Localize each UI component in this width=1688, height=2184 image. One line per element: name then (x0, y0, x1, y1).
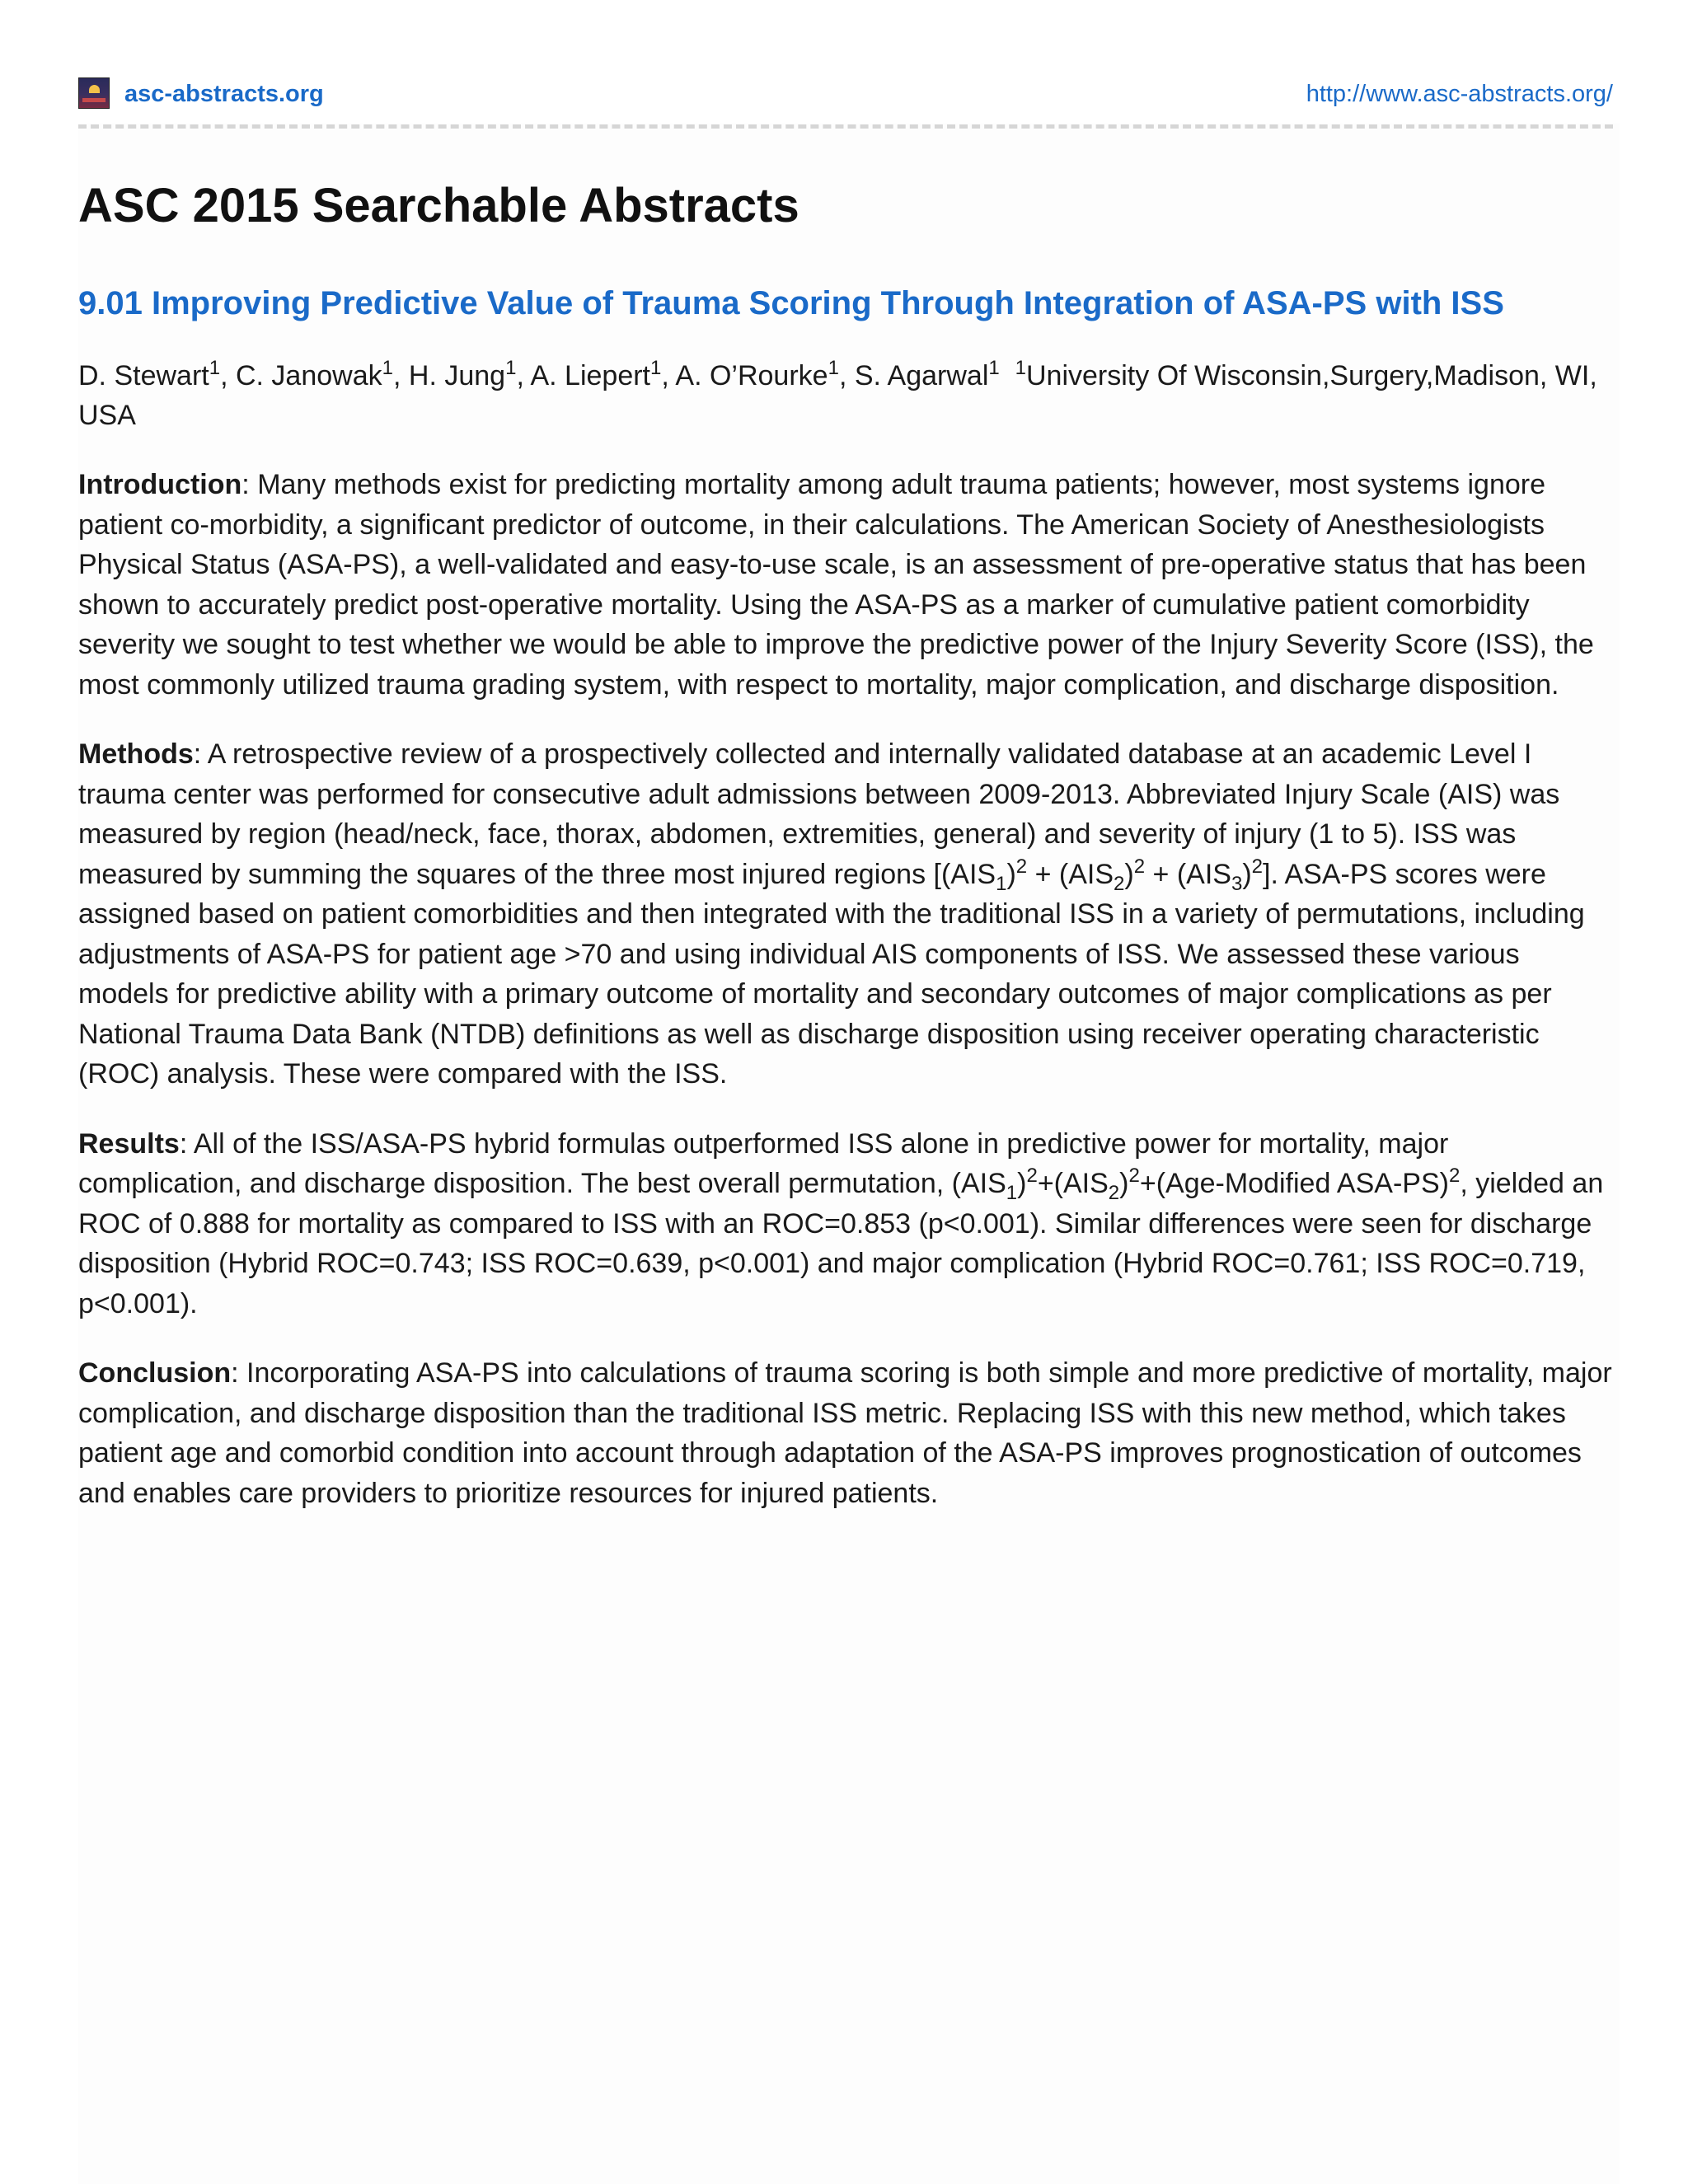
introduction-label: Introduction (78, 469, 242, 500)
affiliation: University Of Wisconsin,Surgery,Madison, WI, USA (78, 360, 1597, 431)
methods-section: Methods: A retrospective review of a prospectively collected and internally validated database at an academic Level I trauma center was performed for consecutive adult admissions between 2009-2013. Abbreviated Injury Scale (AIS) was measured by region (head/neck, face, thorax, abdomen, extremities, general) and severity of injury (1 to 5). ISS was measured by summing the squares of the three most injured regions $[(AIS_1)^2 + (AIS_2)^2 + (AIS_3)^2]$. ASA-PS scores were assigned based on patient comorbidities and then integrated with the traditional ISS in a variety of permutations, including adjustments of ASA-PS for patient age >70 and using individual AIS components of ISS. We assessed these various models for predictive ability with a primary outcome of mortality and secondary outcomes of major complications as per National Trauma Data Bank (NTDB) definitions as well as discharge disposition using receiver operating characteristic (ROC) analysis. These were compared with the ISS. (78, 738, 1585, 1090)
author-name: H. Jung (408, 360, 506, 391)
formula-exponent: 2 (1026, 1165, 1038, 1187)
abstract-content (78, 173, 1620, 1513)
formula-subscript: 2 (1108, 1182, 1120, 1204)
asc-logo-icon[interactable] (78, 77, 110, 109)
methods-label: Methods (78, 738, 194, 770)
author-separator: , (661, 360, 676, 391)
author-name: C. Janowak (235, 360, 382, 391)
conclusion-section (78, 1353, 1615, 1513)
formula-part: +(Age-Modified ASA-PS) (1139, 1168, 1449, 1199)
author-affiliation-marker: 1 (209, 357, 221, 379)
page-title: ASC 2015 Searchable Abstracts (78, 179, 799, 232)
author-affiliation-marker: 1 (828, 357, 839, 379)
logo-sun-shape (89, 85, 100, 93)
author-list (78, 356, 1620, 435)
results-text: : All of the ISS/ASA-PS hybrid formulas outperformed ISS alone in predictive power for mortality, major complication, and discharge disposition. The best overall permutation, (AIS (78, 1127, 1449, 1199)
formula-exponent: 2 (1251, 855, 1263, 878)
author-separator: , (220, 360, 236, 391)
methods-text-continued: ]. ASA-PS scores were assigned based on patient comorbidities and then integrated with the traditional ISS in a variety of permutations, including adjustments of ASA-PS for patient age >70 and using individual AIS components of ISS. We assessed these various models for predictive ability with a primary outcome of mortality and secondary outcomes of major complications as per National Trauma Data Bank (NTDB) definitions as well as discharge disposition using receiver operating characteristic (ROC) analysis. These were compared with the ISS. (78, 858, 1585, 1090)
affiliation-marker: 1 (1015, 357, 1026, 379)
author-separator: , (392, 360, 409, 391)
author-name: D. Stewart (78, 360, 209, 391)
formula-subscript: 2 (1114, 872, 1125, 895)
formula-part: + (AIS (1145, 858, 1231, 890)
site-url-link[interactable]: http://www.asc-abstracts.org/ (1306, 81, 1613, 107)
conclusion-label: Conclusion (78, 1357, 232, 1389)
formula-subscript: 1 (996, 872, 1007, 895)
results-text-continued: , yielded an ROC of 0.888 for mortality as compared to ISS with an ROC=0.853 (p<0.001). Similar differences were seen for discharge disposition (Hybrid ROC=0.743; ISS ROC=0.639, p<0.001) and major complication (Hybrid ROC=0.761; ISS ROC=0.719, p<0.001). (78, 1168, 1604, 1319)
formula-part: + (AIS (1027, 858, 1114, 890)
site-name-link[interactable]: asc-abstracts.org (124, 81, 324, 107)
author-name: A. Liepert (530, 360, 650, 391)
author-name: A. O’Rourke (675, 360, 828, 391)
introduction-text: : Many methods exist for predicting mortality among adult trauma patients; however, most systems ignore patient co-morbidity, a significant predictor of outcome, in their calculations. The American Society of Anesthesiologists Physical Status (ASA-PS), a well-validated and easy-to-use scale, is an assessment of pre-operative status that has been shown to accurately predict post-operative mortality. Using the ASA-PS as a marker of cumulative patient comorbidity severity we sought to test whether we would be able to improve the predictive power of the Injury Severity Score (ISS), the most commonly utilized trauma grading system, with respect to mortality, major complication, and discharge disposition. (78, 469, 1594, 701)
formula-part: +(AIS (1037, 1168, 1109, 1199)
logo-band-shape (82, 98, 106, 102)
results-section: Results: All of the ISS/ASA-PS hybrid formulas outperformed ISS alone in predictive power for mortality, major complication, and discharge disposition. The best overall permutation, $(AIS_1)^2+(AIS_2)^2+(Age$-Modified ASA-PS)$^2$, yielded an ROC of 0.888 for mortality as compared to ISS with an ROC=0.853 (p<0.001). Similar differences were seen for discharge disposition (Hybrid ROC=0.743; ISS ROC=0.639, p<0.001) and major complication (Hybrid ROC=0.761; ISS ROC=0.719, p<0.001). (78, 1127, 1604, 1319)
formula-exponent: 2 (1133, 855, 1146, 878)
author-separator: , (838, 360, 855, 391)
introduction-section (78, 465, 1615, 705)
abstract-title[interactable]: 9.01 Improving Predictive Value of Trauma Scoring Through Integration of ASA-PS with ISS (78, 285, 1504, 321)
author-affiliation-marker: 1 (382, 357, 393, 379)
formula-exponent: 2 (1128, 1165, 1140, 1187)
author-name: S. Agarwal (854, 360, 989, 391)
formula-exponent: 2 (1448, 1165, 1461, 1187)
author-affiliation-marker: 1 (505, 357, 517, 379)
methods-text: : A retrospective review of a prospectively collected and internally validated database at an academic Level I trauma center was performed for consecutive adult admissions between 2009-2013. Abbreviated Injury Scale (AIS) was measured by region (head/neck, face, thorax, abdomen, extremities, general) and severity of injury (1 to 5). ISS was measured by summing the squares of the three most injured regions [(AIS (78, 738, 1560, 890)
formula-subscript: 1 (1006, 1182, 1018, 1204)
conclusion-text: : Incorporating ASA-PS into calculations of trauma scoring is both simple and more predictive of mortality, major complication, and discharge disposition than the traditional ISS metric. Replacing ISS with this new method, which takes patient age and comorbid condition into account through adaptation of the ASA-PS improves prognostication of outcomes and enables care providers to prioritize resources for injured patients. (78, 1357, 1612, 1509)
author-affiliation-marker: 1 (650, 357, 662, 379)
author-affiliation-marker: 1 (988, 357, 1000, 379)
formula-exponent: 2 (1015, 855, 1028, 878)
formula-subscript: 3 (1231, 872, 1243, 895)
results-label: Results (78, 1127, 180, 1160)
header-divider (78, 124, 1613, 129)
site-header (78, 77, 1613, 110)
author-separator: , (516, 360, 531, 391)
